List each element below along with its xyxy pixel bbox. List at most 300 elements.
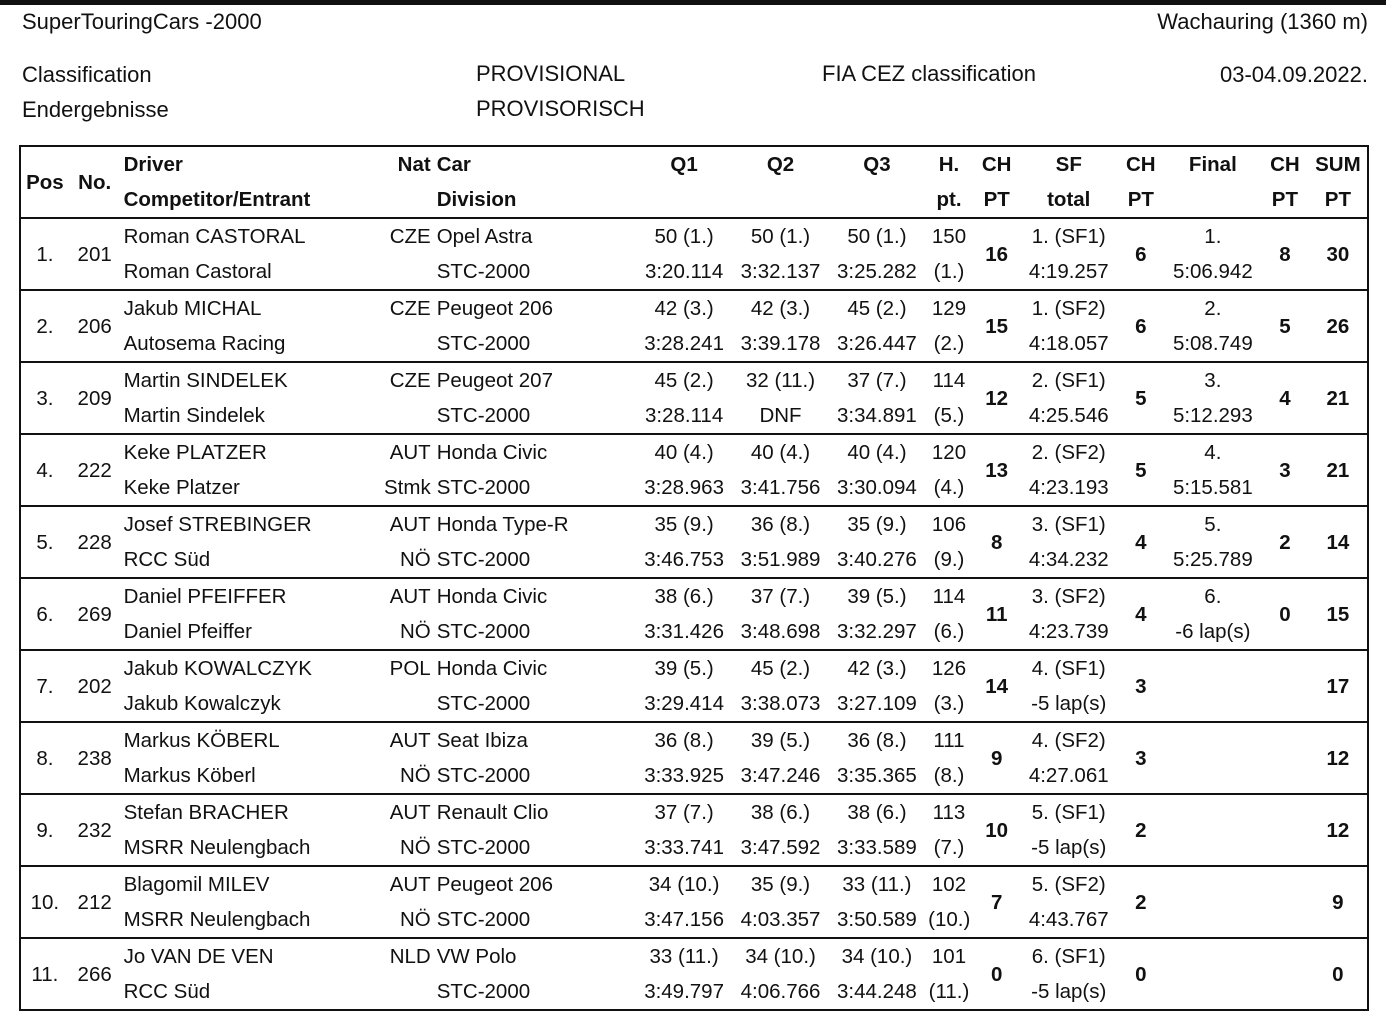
car-model: Seat Ibiza [434,722,636,758]
region [380,326,434,362]
final-time: 5:12.293 [1172,404,1253,427]
q1-points: 45 (2.) [636,362,732,398]
col-q3: Q3 [863,153,891,176]
ch-points-1: 7 [973,866,1021,938]
q2-time: 3:38.073 [740,692,821,715]
q2-points: 32 (11.) [732,362,828,398]
col-nat: Nat [397,153,431,176]
event-date: 03-04.09.2022. [1219,62,1368,87]
result-row-line2 [20,974,1368,1010]
doc-type-de: Endergebnisse [22,97,169,122]
header-row-2 [20,182,1368,218]
driver-name: Jakub MICHAL [121,290,380,326]
result-row-line2 [20,902,1368,938]
q2-time: 3:39.178 [740,332,821,355]
q3-points: 33 (11.) [829,866,925,902]
q2-time: 3:32.137 [740,260,821,283]
semifinal-result: 6. (SF1) [1021,938,1117,974]
result-row [20,362,1368,398]
car-number: 238 [69,722,121,794]
car-model: Honda Civic [434,434,636,470]
q1-time: 3:47.156 [644,908,724,931]
ch-points-1: 9 [973,722,1021,794]
final-result: 3. [1165,362,1261,398]
col-car: Car [436,153,471,176]
q3-time: 3:25.282 [837,260,917,283]
q1-time: 3:28.241 [644,332,724,355]
heat-rank: (9.) [933,548,965,571]
result-row [20,722,1368,758]
car-number: 228 [69,506,121,578]
final-result: 2. [1165,290,1261,326]
ch-points-2: 2 [1117,866,1165,938]
sum-points: 12 [1309,794,1368,866]
semifinal-time: -5 lap(s) [1031,836,1107,859]
q3-time: 3:35.365 [837,764,917,787]
result-row-line2 [20,254,1368,290]
doc-type-en: Classification [22,62,152,87]
col-sum: SUM [1315,153,1361,176]
results-body [20,218,1368,1010]
entrant-name: Autosema Racing [123,332,286,355]
semifinal-result: 5. (SF1) [1021,794,1117,830]
result-row-line2 [20,542,1368,578]
semifinal-result: 2. (SF2) [1021,434,1117,470]
ch-points-2: 3 [1117,650,1165,722]
region: Stmk [384,476,431,499]
car-model: Peugeot 206 [434,866,636,902]
q1-points: 36 (8.) [636,722,732,758]
final-result [1165,650,1261,686]
position: 11. [20,938,69,1010]
col-final: Final [1188,153,1237,176]
col-hpt: H. [938,153,960,176]
sum-points: 21 [1309,434,1368,506]
q1-points: 40 (4.) [636,434,732,470]
division: STC-2000 [436,836,531,859]
col-division: Division [436,188,517,211]
driver-name: Josef STREBINGER [121,506,380,542]
ch-points-3 [1261,650,1309,722]
ch-points-2: 5 [1117,362,1165,434]
result-row [20,650,1368,686]
nationality: AUT [380,506,434,542]
final-time [1165,974,1261,1010]
q1-time: 3:31.426 [644,620,724,643]
q3-points: 35 (9.) [829,506,925,542]
classification-label: FIA CEZ classification [822,61,1036,86]
result-row-line2 [20,830,1368,866]
position: 5. [20,506,69,578]
heat-points: 113 [925,794,973,830]
heat-rank: (6.) [933,620,965,643]
heat-rank: (4.) [933,476,965,499]
q2-time: 3:41.756 [740,476,821,499]
region: NÖ [399,908,431,931]
car-model: VW Polo [434,938,636,974]
q3-time: 3:27.109 [837,692,917,715]
region [380,398,434,434]
entrant-name: Roman Castoral [123,260,272,283]
final-result [1165,866,1261,902]
q3-points: 37 (7.) [829,362,925,398]
result-row [20,866,1368,902]
final-time [1165,686,1261,722]
q2-points: 50 (1.) [732,218,828,254]
q1-points: 39 (5.) [636,650,732,686]
driver-name: Roman CASTORAL [121,218,380,254]
ch-points-3 [1261,722,1309,794]
ch-points-1: 11 [973,578,1021,650]
q3-time: 3:26.447 [837,332,917,355]
heat-points: 111 [925,722,973,758]
final-result: 4. [1165,434,1261,470]
heat-rank: (10.) [928,908,971,931]
driver-name: Markus KÖBERL [121,722,380,758]
semifinal-result: 3. (SF2) [1021,578,1117,614]
sum-points: 14 [1309,506,1368,578]
q2-time: 3:47.246 [740,764,821,787]
q2-points: 35 (9.) [732,866,828,902]
heat-rank: (1.) [933,260,965,283]
col-ch1: CH [981,153,1012,176]
ch-points-3: 0 [1261,578,1309,650]
nationality: CZE [380,362,434,398]
final-time [1165,758,1261,794]
q3-time: 3:40.276 [837,548,917,571]
ch-points-1: 8 [973,506,1021,578]
entrant-name: RCC Süd [123,548,211,571]
q1-time: 3:46.753 [644,548,724,571]
heat-rank: (11.) [928,980,970,1003]
ch-points-1: 15 [973,290,1021,362]
q1-time: 3:28.114 [644,404,724,427]
result-row [20,434,1368,470]
result-row-line2 [20,470,1368,506]
semifinal-time: 4:19.257 [1028,260,1109,283]
nationality: NLD [380,938,434,974]
q2-time: 4:03.357 [740,908,821,931]
division: STC-2000 [436,260,531,283]
ch-points-2: 6 [1117,290,1165,362]
header-row-1 [20,146,1368,182]
ch-points-3: 8 [1261,218,1309,290]
driver-name: Jo VAN DE VEN [121,938,380,974]
final-time: 5:15.581 [1172,476,1253,499]
col-q2-blank [732,182,828,218]
q3-points: 39 (5.) [829,578,925,614]
q2-time: DNF [759,404,802,427]
entrant-name: MSRR Neulengbach [123,836,311,859]
result-row [20,506,1368,542]
car-number: 206 [69,290,121,362]
sum-points: 26 [1309,290,1368,362]
results-table [19,145,1369,1011]
heat-points: 126 [925,650,973,686]
ch-points-3 [1261,938,1309,1010]
division: STC-2000 [436,764,531,787]
q2-points: 45 (2.) [732,650,828,686]
ch-points-3: 5 [1261,290,1309,362]
col-ch3-2: PT [1271,188,1298,211]
semifinal-result: 1. (SF1) [1021,218,1117,254]
col-q3-blank [829,182,925,218]
car-number: 212 [69,866,121,938]
sum-points: 0 [1309,938,1368,1010]
semifinal-time: -5 lap(s) [1031,692,1107,715]
result-row-line2 [20,326,1368,362]
q3-time: 3:50.589 [837,908,917,931]
division: STC-2000 [436,620,531,643]
col-pos: Pos [26,170,64,194]
semifinal-time: 4:34.232 [1028,548,1109,571]
q2-points: 39 (5.) [732,722,828,758]
position: 9. [20,794,69,866]
semifinal-time: 4:23.739 [1028,620,1109,643]
entrant-name: Keke Platzer [123,476,240,499]
col-entrant: Competitor/Entrant [123,188,311,211]
division: STC-2000 [436,692,531,715]
driver-name: Jakub KOWALCZYK [121,650,380,686]
col-final-blank [1165,182,1261,218]
q1-time: 3:20.114 [644,260,724,283]
semifinal-result: 4. (SF2) [1021,722,1117,758]
heat-rank: (8.) [933,764,965,787]
heat-points: 120 [925,434,973,470]
sum-points: 17 [1309,650,1368,722]
ch-points-2: 2 [1117,794,1165,866]
region: NÖ [399,548,431,571]
final-time: -6 lap(s) [1175,620,1251,643]
result-row [20,290,1368,326]
semifinal-result: 4. (SF1) [1021,650,1117,686]
top-rule [0,0,1386,5]
col-no: No. [78,170,112,194]
region [380,974,434,1010]
heat-points: 114 [925,578,973,614]
semifinal-time: 4:27.061 [1028,764,1109,787]
division: STC-2000 [436,332,531,355]
col-ch2: CH [1125,153,1156,176]
semifinal-time: 4:25.546 [1028,404,1109,427]
nationality: AUT [380,578,434,614]
region [380,686,434,722]
q2-points: 36 (8.) [732,506,828,542]
driver-name: Daniel PFEIFFER [121,578,380,614]
col-ch3: CH [1270,153,1300,176]
ch-points-1: 12 [973,362,1021,434]
heat-rank: (7.) [933,836,965,859]
position: 3. [20,362,69,434]
q1-points: 37 (7.) [636,794,732,830]
division: STC-2000 [436,908,531,931]
q2-points: 34 (10.) [732,938,828,974]
final-result [1165,794,1261,830]
final-result: 6. [1165,578,1261,614]
q2-time: 3:51.989 [740,548,821,571]
q3-time: 3:30.094 [837,476,917,499]
final-time: 5:06.942 [1172,260,1253,283]
car-number: 202 [69,650,121,722]
q3-points: 34 (10.) [829,938,925,974]
sum-points: 30 [1309,218,1368,290]
final-time: 5:25.789 [1172,548,1253,571]
ch-points-2: 4 [1117,578,1165,650]
col-sf-2: total [1047,188,1091,211]
entrant-name: MSRR Neulengbach [123,908,311,931]
col-sum-2: PT [1324,188,1351,211]
position: 8. [20,722,69,794]
region [380,254,434,290]
semifinal-result: 5. (SF2) [1021,866,1117,902]
final-result: 5. [1165,506,1261,542]
q3-points: 36 (8.) [829,722,925,758]
entrant-name: Markus Köberl [123,764,256,787]
driver-name: Keke PLATZER [121,434,380,470]
col-hpt-2: pt. [936,188,962,211]
q2-points: 42 (3.) [732,290,828,326]
q3-points: 50 (1.) [829,218,925,254]
entrant-name: Daniel Pfeiffer [123,620,252,643]
status-de: PROVISORISCH [476,96,645,121]
track-name: Wachauring (1360 m) [1157,9,1368,34]
heat-points: 102 [925,866,973,902]
q2-time: 4:06.766 [740,980,821,1003]
q1-time: 3:29.414 [644,692,724,715]
final-time: 5:08.749 [1172,332,1253,355]
ch-points-1: 16 [973,218,1021,290]
ch-points-1: 14 [973,650,1021,722]
car-model: Honda Type-R [434,506,636,542]
driver-name: Martin SINDELEK [121,362,380,398]
q2-points: 37 (7.) [732,578,828,614]
q1-points: 34 (10.) [636,866,732,902]
result-row [20,938,1368,974]
q1-points: 33 (11.) [636,938,732,974]
position: 6. [20,578,69,650]
q2-time: 3:48.698 [740,620,821,643]
q2-time: 3:47.592 [740,836,821,859]
ch-points-3: 2 [1261,506,1309,578]
q3-time: 3:33.589 [837,836,917,859]
col-driver: Driver [123,153,183,176]
ch-points-2: 0 [1117,938,1165,1010]
q1-points: 42 (3.) [636,290,732,326]
semifinal-result: 1. (SF2) [1021,290,1117,326]
driver-name: Blagomil MILEV [121,866,380,902]
driver-name: Stefan BRACHER [121,794,380,830]
col-sf: SF [1055,153,1082,176]
status-en: PROVISIONAL [476,61,626,86]
semifinal-result: 2. (SF1) [1021,362,1117,398]
semifinal-time: 4:23.193 [1028,476,1109,499]
heat-rank: (2.) [933,332,965,355]
sum-points: 21 [1309,362,1368,434]
col-q1: Q1 [670,153,698,176]
q3-points: 42 (3.) [829,650,925,686]
position: 1. [20,218,69,290]
heat-points: 106 [925,506,973,542]
heat-points: 114 [925,362,973,398]
semifinal-time: 4:43.767 [1028,908,1109,931]
result-row-line2 [20,686,1368,722]
nationality: CZE [380,290,434,326]
q3-points: 40 (4.) [829,434,925,470]
heat-points: 150 [925,218,973,254]
heat-rank: (5.) [933,404,965,427]
q1-time: 3:33.741 [644,836,724,859]
heat-points: 101 [925,938,973,974]
ch-points-1: 0 [973,938,1021,1010]
ch-points-3: 4 [1261,362,1309,434]
car-number: 232 [69,794,121,866]
q1-points: 35 (9.) [636,506,732,542]
ch-points-2: 5 [1117,434,1165,506]
division: STC-2000 [436,980,531,1003]
division: STC-2000 [436,404,531,427]
position: 4. [20,434,69,506]
position: 2. [20,290,69,362]
car-number: 201 [69,218,121,290]
ch-points-3: 3 [1261,434,1309,506]
q2-points: 38 (6.) [732,794,828,830]
ch-points-2: 3 [1117,722,1165,794]
col-q1-blank [636,182,732,218]
result-row-line2 [20,758,1368,794]
final-time [1165,830,1261,866]
col-nat-blank [380,182,434,218]
heat-points: 129 [925,290,973,326]
region: NÖ [399,836,431,859]
ch-points-2: 6 [1117,218,1165,290]
position: 7. [20,650,69,722]
car-model: Honda Civic [434,650,636,686]
region: NÖ [399,764,431,787]
q3-points: 45 (2.) [829,290,925,326]
car-number: 266 [69,938,121,1010]
final-result: 1. [1165,218,1261,254]
result-row-line2 [20,614,1368,650]
sum-points: 9 [1309,866,1368,938]
sum-points: 15 [1309,578,1368,650]
final-time [1165,902,1261,938]
q3-time: 3:34.891 [837,404,917,427]
final-result [1165,722,1261,758]
position: 10. [20,866,69,938]
car-number: 209 [69,362,121,434]
car-number: 222 [69,434,121,506]
nationality: AUT [380,866,434,902]
result-row-line2 [20,398,1368,434]
entrant-name: Jakub Kowalczyk [123,692,281,715]
car-model: Peugeot 206 [434,290,636,326]
ch-points-1: 10 [973,794,1021,866]
sum-points: 12 [1309,722,1368,794]
nationality: AUT [380,434,434,470]
q3-points: 38 (6.) [829,794,925,830]
semifinal-time: 4:18.057 [1028,332,1109,355]
car-model: Peugeot 207 [434,362,636,398]
ch-points-2: 4 [1117,506,1165,578]
semifinal-time: -5 lap(s) [1031,980,1107,1003]
ch-points-1: 13 [973,434,1021,506]
car-model: Honda Civic [434,578,636,614]
nationality: AUT [380,722,434,758]
semifinal-result: 3. (SF1) [1021,506,1117,542]
result-row [20,578,1368,614]
car-number: 269 [69,578,121,650]
division: STC-2000 [436,548,531,571]
